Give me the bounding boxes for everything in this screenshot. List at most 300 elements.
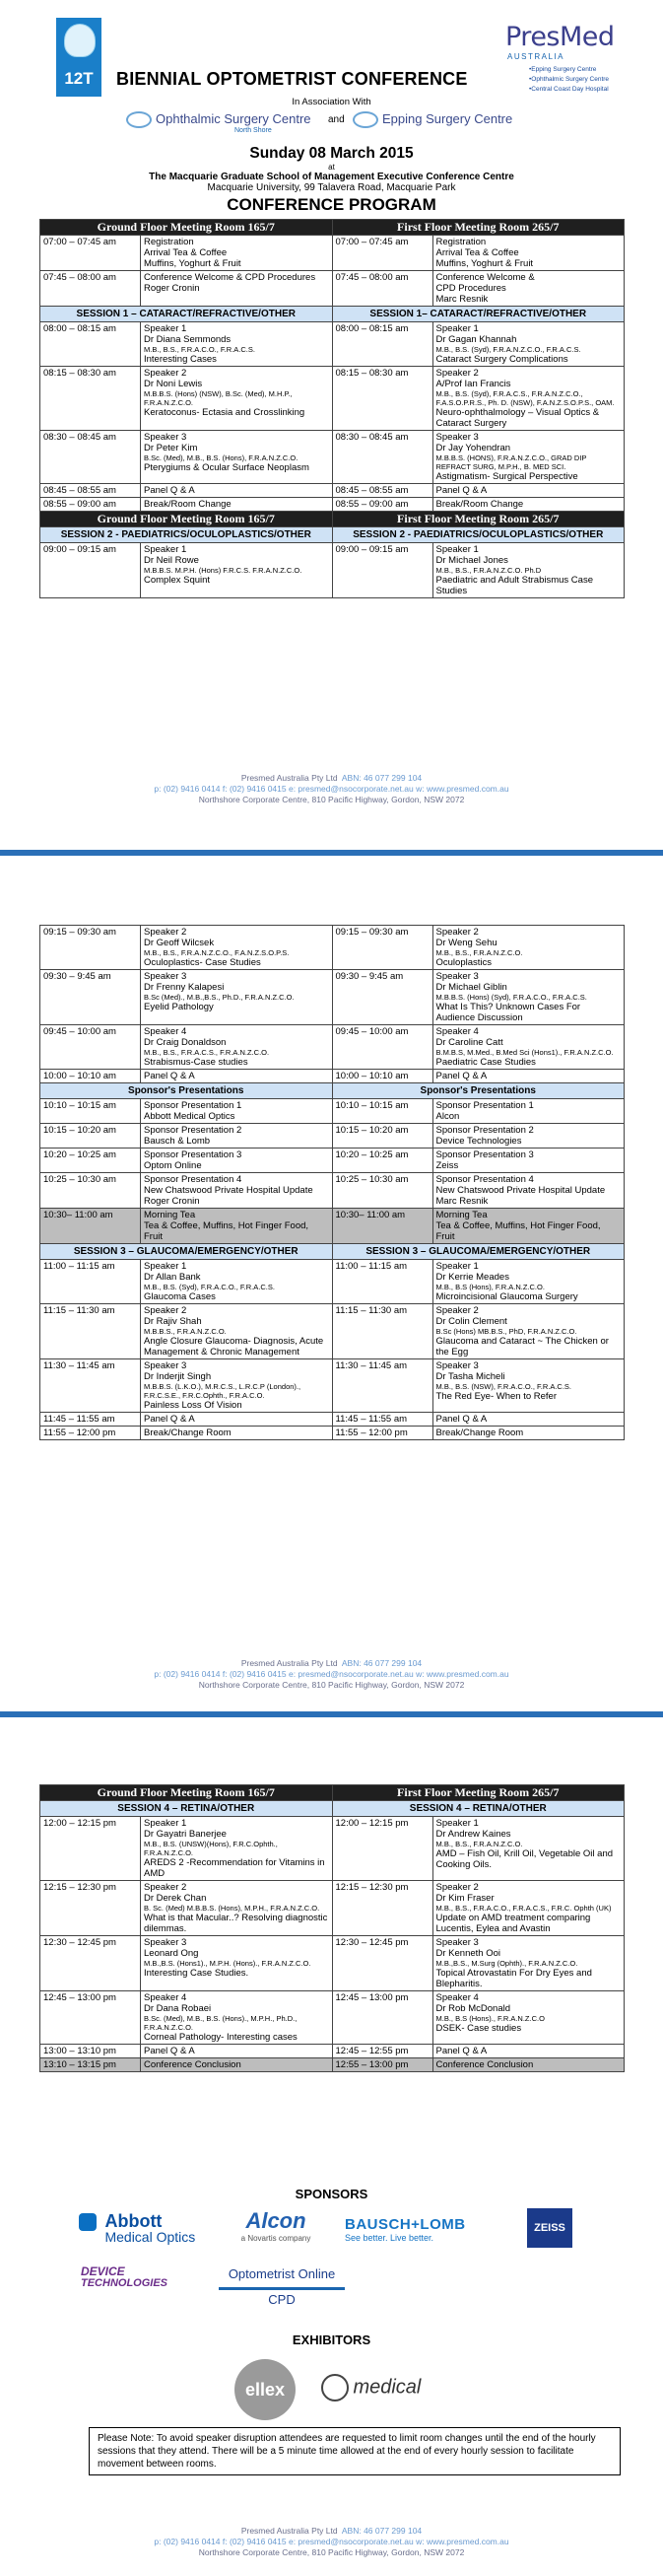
attendee-notice: Please Note: To avoid speaker disruption attendees are requested to limit room changes until the end of the hourly sessions that they attend. There will be a 5 minute time allowed at the end of every hourly session to facilitate movement between rooms. [89,2427,621,2475]
content-cell [141,1881,333,1936]
epping-surgery-centre-logo [353,111,512,128]
cell-line: Painless Loss Of Vision [144,1400,242,1411]
presmed-centres [529,65,643,95]
session-title: SESSION 3 – GLAUCOMA/EMERGENCY/OTHER [332,1244,625,1260]
content-cell [141,2058,333,2072]
cell-line: Cataract Surgery Complications [435,354,568,365]
content-cell [141,1124,333,1149]
conference-title: BIENNIAL OPTOMETRIST CONFERENCE [116,69,468,89]
cell-line: 10:30– 11:00 am [335,1210,406,1220]
time-cell [40,1817,141,1881]
schedule-row [40,236,625,271]
content-cell [432,1427,625,1440]
cell-line: 08:45 – 08:55 am [335,485,409,496]
cell-line: 10:00 – 10:10 am [335,1071,409,1081]
cell-line: Speaker 4 [435,1026,479,1037]
cell-line: Conference Conclusion [435,2059,534,2070]
cell-line: 08:15 – 08:30 am [335,368,409,379]
cell-line: Registration [435,237,487,247]
time-cell [40,1124,141,1149]
cell-line: Sponsor Presentation 2 [435,1125,534,1136]
cell-line: 10:20 – 10:25 am [335,1149,409,1160]
cell-line: Break/Change Room [144,1427,232,1438]
cell-line: Dr Jay Yohendran [435,443,511,453]
cell-line: Dr Derek Chan [144,1893,207,1904]
content-cell [432,2058,625,2072]
time-cell [332,1427,432,1440]
cell-line: 12:15 – 12:30 pm [335,1882,409,1893]
cell-line: Muffins, Yoghurt & Fruit [144,258,241,269]
cell-line: Speaker 1 [144,1261,187,1272]
time-cell [332,1070,432,1083]
cell-line: Speaker 1 [435,1261,479,1272]
schedule-row [40,1099,625,1124]
cell-line: Device Technologies [435,1136,522,1147]
speaker-credentials: M.B.B.S. (Hons) (NSW), B.Sc. (Med), M.H.P., F.R.A.N.Z.C.O. [144,389,293,407]
cell-line: 08:15 – 08:30 am [43,368,116,379]
content-cell [141,926,333,970]
speaker-credentials: B.Sc (Med)., M.B.,B.S., Ph.D., F.R.A.N.Z.C.O. [144,993,295,1002]
content-cell [432,970,625,1025]
schedule-row [40,1881,625,1936]
cell-line: Speaker 3 [144,432,187,443]
optom-online-logo [219,2262,345,2307]
cell-line: 12:00 – 12:15 pm [43,1818,116,1829]
cell-line: 11:15 – 11:30 am [335,1305,408,1316]
cell-line: 10:15 – 10:20 am [335,1125,409,1136]
cell-line: Dr Gagan Khannah [435,334,517,345]
content-cell [141,236,333,271]
cell-line: Dr Neil Rowe [144,555,199,566]
speaker-credentials: B.Sc (Hons) MB.B.S., PhD, F.R.A.N.Z.C.O. [435,1327,577,1336]
session-title: SESSION 4 – RETINA/OTHER [40,1801,333,1817]
cell-line: New Chatswood Private Hospital Update [435,1185,606,1196]
content-cell [141,970,333,1025]
cell-line: Panel Q & A [144,1414,195,1425]
time-cell [332,1209,432,1244]
content-cell [432,484,625,498]
time-cell [40,271,141,307]
cell-line: 12:15 – 12:30 pm [43,1882,116,1893]
speaker-credentials: M.B., B.S., F.R.A.N.Z.C.O., F.A.N.Z.S.O.P.S. [144,948,290,957]
speaker-credentials: M.B., B.S. (UNSW)(Hons), F.R.C.Ophth., F.R.A.N.Z.C.O. [144,1840,278,1857]
content-cell [141,498,333,512]
cell-line: Speaker 3 [435,432,479,443]
content-cell [141,271,333,307]
speaker-credentials: M.B., B.S., F.R.A.C.S., F.R.A.N.Z.C.O. [144,1048,270,1057]
cell-line: Speaker 2 [435,1305,479,1316]
cell-line: Strabismus-Case studies [144,1057,248,1068]
speaker-credentials: M.B., B.S. (Syd), F.R.A.N.Z.C.O., F.R.A.C.S. [435,345,581,354]
content-cell [141,1991,333,2045]
cell-line: Dr Weng Sehu [435,938,497,948]
cell-line: A/Prof Ian Francis [435,379,511,389]
eye-badge-icon [64,24,96,57]
content-cell [432,2045,625,2058]
room-header-row [40,512,625,527]
content-cell [432,1070,625,1083]
cell-line: Dr Noni Lewis [144,379,203,389]
cell-line: Speaker 2 [435,927,479,938]
cell-line: 12:00 – 12:15 pm [335,1818,409,1829]
footer-company: Presmed Australia Pty Ltd [240,773,338,783]
time-cell [332,498,432,512]
cell-line: Arrival Tea & Coffee [144,247,228,258]
time-cell [40,926,141,970]
cell-line: Dr Tasha Micheli [435,1371,505,1382]
session-title: SESSION 3 – GLAUCOMA/EMERGENCY/OTHER [40,1244,333,1260]
session-header-row [40,527,625,543]
schedule-row [40,322,625,367]
time-cell [332,1173,432,1209]
cell-line: 11:30 – 11:45 am [43,1360,115,1371]
partner1-name: Ophthalmic Surgery Centre [156,111,311,126]
speaker-credentials: M.B.,B.S. (Hons1)., M.P.H. (Hons)., F.R.A.N.Z.C.O. [144,1959,311,1968]
content-cell [432,498,625,512]
time-cell [40,1359,141,1413]
cell-line: Speaker 3 [435,1360,479,1371]
eye-icon [126,111,152,128]
content-cell [141,1817,333,1881]
cell-line: 08:00 – 08:15 am [335,323,409,334]
conference-date: Sunday 08 March 2015 [249,145,414,162]
time-cell [40,1413,141,1427]
optom-name: Optometrist Online CPD [228,2266,336,2307]
footer-abn: ABN: 46 077 299 104 [341,2526,423,2536]
content-cell [141,1173,333,1209]
time-cell [40,1260,141,1304]
content-cell [432,322,625,367]
cell-line: Topical Atrovastatin For Dry Eyes and Blepharitis. [435,1968,592,1989]
speaker-credentials: M.B., B.S., F.R.A.N.Z.C.O. [435,948,523,957]
session-title: SESSION 1 – CATARACT/REFRACTIVE/OTHER [40,307,333,322]
speaker-credentials: B.M.B.S, M.Med., B.Med Sci (Hons1)., F.R.A.N.Z.C.O. [435,1048,614,1057]
time-cell [40,498,141,512]
ellex-logo [234,2359,296,2420]
time-cell [332,1936,432,1991]
content-cell [432,1304,625,1359]
footer-address: Northshore Corporate Centre, 810 Pacific Highway, Gordon, NSW 2072 [198,795,465,804]
session-title: SESSION 2 - PAEDIATRICS/OCULOPLASTICS/OTHER [40,527,333,543]
cell-line: Speaker 1 [144,1818,187,1829]
speaker-credentials: M.B., B.S. (NSW), F.R.A.C.O., F.R.A.C.S. [435,1382,572,1391]
cell-line: Dr Dana Robaei [144,2003,212,2014]
abbott-sub: Medical Optics [104,2229,196,2245]
page1-footer [0,773,663,805]
cell-line: 09:30 – 9:45 am [335,971,404,982]
abbott-mark-icon [79,2213,97,2231]
content-cell [432,1817,625,1881]
page-divider [0,850,663,856]
time-cell [40,431,141,484]
time-cell [332,543,432,598]
cell-line: 08:30 – 08:45 am [335,432,409,443]
cell-line: 11:15 – 11:30 am [43,1305,115,1316]
iq-medical-logo [321,2374,449,2403]
schedule-row [40,1260,625,1304]
cell-line: New Chatswood Private Hospital Update [144,1185,313,1196]
venue: The Macquarie Graduate School of Management Executive Conference Centre [149,172,514,182]
program-title: CONFERENCE PROGRAM [227,195,436,214]
partner1-sub: North Shore [234,127,272,134]
cell-line: Speaker 2 [435,368,479,379]
presmed-centre: • Ophthalmic Surgery Centre [529,75,643,85]
time-cell [332,926,432,970]
presmed-centre: • Epping Surgery Centre [529,65,643,75]
speaker-credentials: M.B.B.S. (L.K.O.), M.R.C.S., L.R.C.P (London)., F.R.C.S.E., F.R.C.Ophth., F.R.A.C.O. [144,1382,301,1400]
and-text: and [328,114,345,125]
sponsors-heading: SPONSORS [295,2187,368,2201]
schedule-row [40,1124,625,1149]
device-name: DEVICE [81,2264,125,2278]
cell-line: Speaker 3 [144,1937,187,1948]
content-cell [432,1991,625,2045]
cell-line: Roger Cronin [144,283,200,294]
page3-footer [0,2526,663,2558]
exhibitors-heading: EXHIBITORS [292,2332,371,2347]
cell-line: Astigmatism- Surgical Perspective [435,471,578,482]
time-cell [40,970,141,1025]
content-cell [141,1304,333,1359]
cell-line: AREDS 2 -Recommendation for Vitamins in AMD [144,1857,325,1879]
presmed-centre: • Central Coast Day Hospital [529,85,643,95]
time-cell [332,1413,432,1427]
medical-name: medical [353,2376,422,2399]
content-cell [141,1413,333,1427]
content-cell [432,1359,625,1413]
cell-line: Paediatric and Adult Strabismus Case Studies [435,575,593,596]
cell-line: 10:15 – 10:20 am [43,1125,116,1136]
cell-line: Glaucoma Cases [144,1291,216,1302]
cell-line: Speaker 2 [144,1305,187,1316]
time-cell [40,1173,141,1209]
cell-line: Dr Frenny Kalapesi [144,982,225,993]
content-cell [141,431,333,484]
cell-line: 11:55 – 12:00 pm [335,1427,408,1438]
time-cell [40,1070,141,1083]
cell-line: Speaker 1 [435,1818,479,1829]
cell-line: DSEK- Case studies [435,2023,522,2034]
time-cell [40,543,141,598]
cell-line: Break/Room Change [435,499,524,510]
cell-line: 12:45 – 12:55 pm [335,2046,409,2056]
time-cell [332,322,432,367]
cell-line: Dr Inderjit Singh [144,1371,212,1382]
cell-line: The Red Eye- When to Refer [435,1391,557,1402]
cell-line: 13:00 – 13:10 pm [43,2046,116,2056]
cell-line: CPD Procedures [435,283,506,294]
cell-line: Corneal Pathology- Interesting cases [144,2032,298,2043]
cell-line: Speaker 1 [144,323,187,334]
presmed-logo [505,22,643,95]
cell-line: Panel Q & A [144,485,195,496]
cell-line: 08:00 – 08:15 am [43,323,116,334]
alcon-name: Alcon [245,2208,306,2233]
cell-line: Dr Gayatri Banerjee [144,1829,227,1840]
time-cell [332,1359,432,1413]
cell-line: Sponsor Presentation 2 [144,1125,242,1136]
ophthalmic-surgery-centre-logo [126,111,311,134]
speaker-credentials: M.B., B.S (Hons)., F.R.A.N.Z.C.O [435,2014,545,2023]
content-cell [432,1124,625,1149]
schedule-row [40,1209,625,1244]
content-cell [141,1359,333,1413]
room-header-ground: Ground Floor Meeting Room 165/7 [40,1785,333,1801]
cell-line: Leonard Ong [144,1948,199,1959]
cell-line: Panel Q & A [144,1071,195,1081]
cell-line: Abbott Medical Optics [144,1111,235,1122]
time-cell [332,970,432,1025]
12t-logo [56,18,101,97]
presmed-brand: PresMed [505,22,615,52]
cell-line: Dr Craig Donaldson [144,1037,227,1048]
abbott-name: Abbott [104,2211,163,2231]
time-cell [332,1149,432,1173]
time-cell [332,1817,432,1881]
cell-line: 10:30– 11:00 am [43,1210,113,1220]
content-cell [141,1025,333,1070]
time-cell [40,1991,141,2045]
time-cell [40,484,141,498]
cell-line: Sponsor Presentation 1 [435,1100,534,1111]
page-divider [0,1711,663,1717]
schedule-table-page2 [39,925,625,1440]
time-cell [40,1025,141,1070]
content-cell [432,1173,625,1209]
cell-line: 08:30 – 08:45 am [43,432,116,443]
speaker-credentials: B.Sc. (Med), M.B., B.S. (Hons)., M.P.H., Ph.D., F.R.A.N.Z.C.O. [144,2014,298,2032]
cell-line: Eyelid Pathology [144,1002,214,1012]
time-cell [332,1260,432,1304]
footer-address: Northshore Corporate Centre, 810 Pacific Highway, Gordon, NSW 2072 [198,2547,465,2557]
cell-line: 07:00 – 07:45 am [43,237,116,247]
cell-line: 11:30 – 11:45 am [335,1360,408,1371]
session-header-row [40,307,625,322]
cell-line: Registration [144,237,194,247]
session-title: SESSION 2 - PAEDIATRICS/OCULOPLASTICS/OTHER [332,527,625,543]
speaker-credentials: M.B., B.S., F.R.A.C.O., F.R.A.C.S. [144,345,255,354]
room-header-ground: Ground Floor Meeting Room 165/7 [40,220,333,236]
cell-line: Speaker 2 [144,368,187,379]
time-cell [40,1099,141,1124]
cell-line: 09:00 – 09:15 am [43,544,116,555]
speaker-credentials: M.B., B.S (Hons), F.R.A.N.Z.C.O. [435,1283,545,1291]
cell-line: 12:55 – 13:00 pm [335,2059,409,2070]
at-text: at [328,163,335,172]
cell-line: Oculoplastics [435,957,492,968]
footer-contact: p: (02) 9416 0414 f: (02) 9416 0415 e: presmed@nsocorporate.net.au w: www.presmed.com.au [154,784,509,794]
cell-line: Speaker 3 [435,1937,479,1948]
cell-line: 09:30 – 9:45 am [43,971,111,982]
time-cell [332,1124,432,1149]
cell-line: 07:45 – 08:00 am [335,272,409,283]
schedule-row [40,1070,625,1083]
content-cell [141,1936,333,1991]
time-cell [40,2045,141,2058]
speaker-credentials: M.B.B.S. M.P.H. (Hons) F.R.C.S. F.R.A.N.Z.C.O. [144,566,302,575]
ellex-name: ellex [244,2380,286,2400]
footer-address: Northshore Corporate Centre, 810 Pacific Highway, Gordon, NSW 2072 [198,1680,465,1690]
content-cell [141,367,333,431]
cell-line: Glaucoma and Cataract ~ The Chicken or the Egg [435,1336,609,1358]
cell-line: Alcon [435,1111,460,1122]
alcon-logo [227,2208,325,2243]
time-cell [332,484,432,498]
cell-line: Speaker 3 [435,971,479,982]
time-cell [332,1304,432,1359]
time-cell [332,1881,432,1936]
cell-line: Arrival Tea & Coffee [435,247,519,258]
content-cell [141,1427,333,1440]
schedule-row [40,1817,625,1881]
cell-line: 09:45 – 10:00 am [335,1026,409,1037]
cell-line: Marc Resnik [435,1196,489,1207]
cell-line: Dr Kim Fraser [435,1893,495,1904]
schedule-row [40,1936,625,1991]
cell-line: Speaker 3 [144,1360,187,1371]
time-cell [40,367,141,431]
cell-line: Panel Q & A [144,2046,195,2056]
cell-line: 10:10 – 10:15 am [43,1100,116,1111]
footer-company: Presmed Australia Pty Ltd [240,2526,338,2536]
cell-line: Speaker 2 [144,1882,187,1893]
schedule-row [40,1025,625,1070]
cell-line: Speaker 2 [144,927,187,938]
footer-contact: p: (02) 9416 0414 f: (02) 9416 0415 e: presmed@nsocorporate.net.au w: www.presmed.com.au [154,2537,509,2546]
content-cell [432,1881,625,1936]
presmed-sub: AUSTRALIA [507,52,564,61]
content-cell [141,1070,333,1083]
cell-line: Dr Michael Jones [435,555,508,566]
room-header-ground: Ground Floor Meeting Room 165/7 [40,512,333,527]
cell-line: Neuro-ophthalmology – Visual Optics & Cataract Surgery [435,407,600,429]
content-cell [141,484,333,498]
room-header-first: First Floor Meeting Room 265/7 [332,512,625,527]
cell-line: What is that Macular..? Resolving diagnostic dilemmas. [144,1913,328,1934]
cell-line: 12:45 – 13:00 pm [43,1992,116,2003]
zeiss-logo [527,2208,572,2248]
session-title: SESSION 1– CATARACT/REFRACTIVE/OTHER [332,307,625,322]
bausch-sub: See better. Live better. [345,2233,434,2243]
bausch-lomb-logo [345,2216,483,2243]
iq-mark-icon [321,2374,349,2402]
cell-line: Dr Colin Clement [435,1316,507,1327]
cell-line: 10:00 – 10:10 am [43,1071,116,1081]
content-cell [141,2045,333,2058]
speaker-credentials: M.B.B.S., F.R.A.N.Z.C.O. [144,1327,227,1336]
content-cell [432,1099,625,1124]
content-cell [432,431,625,484]
speaker-credentials: M.B.,B.S., M.Surg (Ophth)., F.R.A.N.Z.C.O. [435,1959,578,1968]
cell-line: 08:55 – 09:00 am [335,499,409,510]
session-title: Sponsor's Presentations [40,1083,333,1099]
speaker-credentials: M.B., B.S., F.R.A.C.O., F.R.A.C.S., F.R.C. Ophth (UK) [435,1904,612,1913]
schedule-row [40,484,625,498]
cell-line: Dr Geoff Wilcsek [144,938,215,948]
page2-footer [0,1658,663,1691]
cell-line: What Is This? Unknown Cases For Audience Discussion [435,1002,581,1023]
abbott-logo [79,2213,207,2245]
speaker-credentials: M.B.B.S. (HONS), F.R.A.N.Z.C.O., GRAD DIP REFRACT SURG, M.P.H., B. MED SCI. [435,453,587,471]
cell-line: Speaker 3 [144,971,187,982]
cell-line: Speaker 4 [144,1992,187,2003]
schedule-row [40,970,625,1025]
cell-line: Tea & Coffee, Muffins, Hot Finger Food, Fruit [144,1220,309,1242]
speaker-credentials: M.B.B.S. (Hons) (Syd), F.R.A.C.O., F.R.A.C.S. [435,993,587,1002]
cell-line: Sponsor Presentation 1 [144,1100,242,1111]
cell-line: Zeiss [435,1160,459,1171]
content-cell [141,1260,333,1304]
